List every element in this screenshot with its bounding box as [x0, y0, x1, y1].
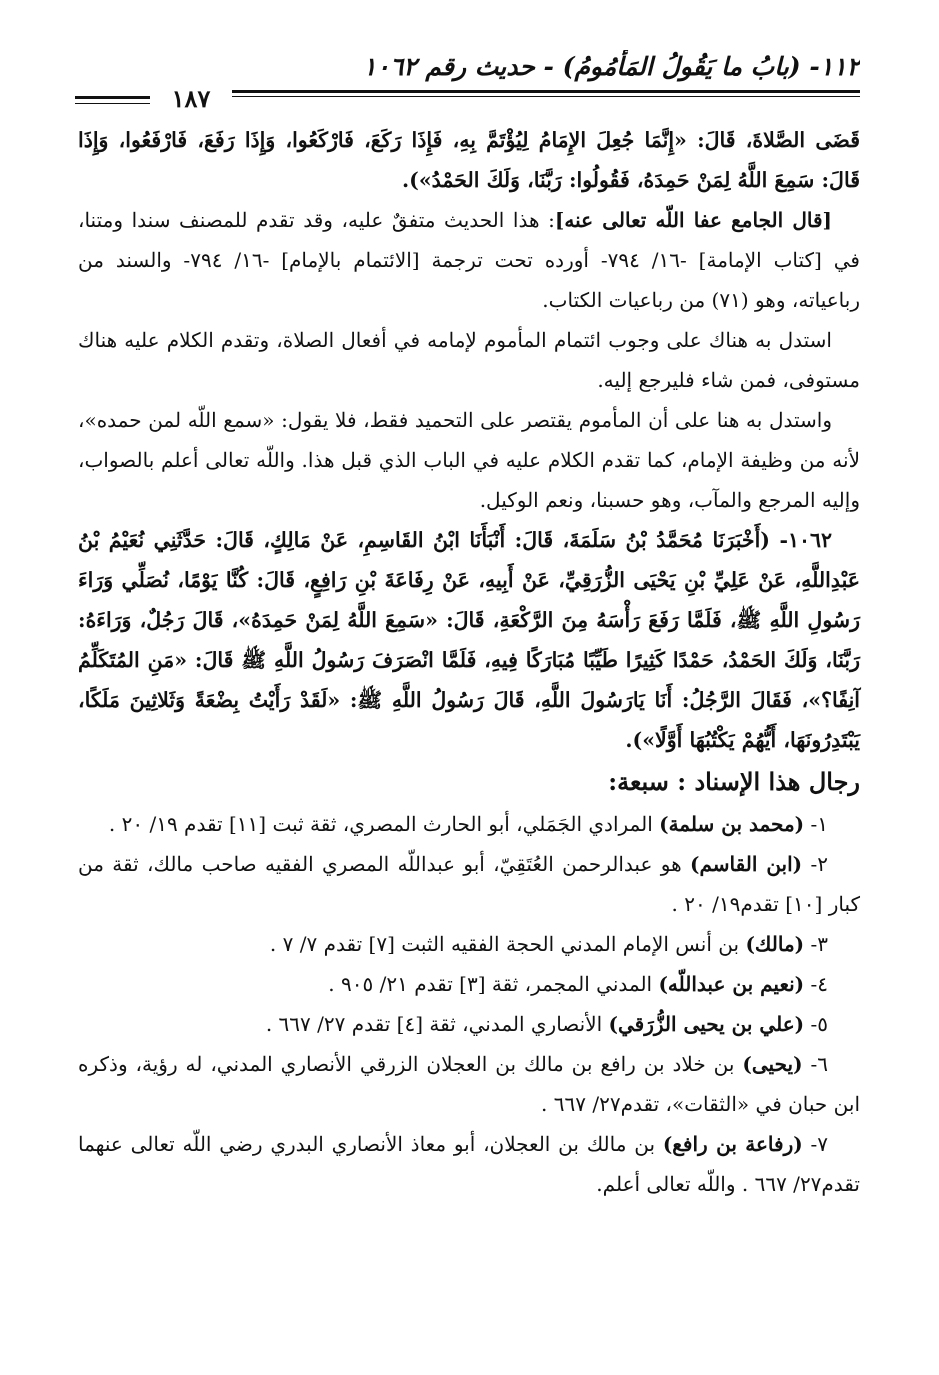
header-rule-right-thin — [232, 96, 860, 97]
commentary-paragraph-3: واستدل به هنا على أن المأموم يقتصر على التحميد فقط، فلا يقول: «سمع اللّه لمن حمده»، لأنه من وظيفة الإمام، كما تقدم الكلام عليه في الباب الذي قبل هذا. واللّه تعالى أعلم بالصواب، وإليه المرجع والمآب، وهو حسبنا، ونعم الوكيل. — [78, 408, 860, 512]
narrator-description: بن مالك بن العجلان، أبو معاذ الأنصاري البدري رضي اللّه تعالى عنهما تقدم٢٧/ ٦٦٧ . واللّه تعالى أعلم. — [78, 1132, 860, 1196]
narrator-name: (رفاعة بن رافع) — [662, 1132, 803, 1156]
narrator-number: ٢- — [810, 852, 828, 876]
narrator-entry-1 — [78, 804, 860, 844]
commentary-text-1: : هذا الحديث متفقٌ عليه، وقد تقدم للمصنف سندا ومتنا، في [كتاب الإمامة] -١٦/ ٧٩٤- أورده تحت ترجمة [الائتمام بالإمام] -١٦/ ٧٩٤- والسند من رباعياته، وهو (٧١) من رباعيات الكتاب. — [78, 208, 860, 312]
narrator-number: ٤- — [810, 972, 828, 996]
header-rule-right-thick — [232, 90, 860, 93]
hadith-1062 — [78, 520, 860, 760]
narrators-section-title: رجال هذا الإسناد : سبعة: — [608, 767, 860, 796]
hadith-number: ١٠٦٢ — [787, 528, 832, 552]
narrator-description: بن خلاد بن رافع بن مالك بن العجلان الزرقي الأنصاري المدني، له رؤية، وذكره ابن حبان في «الثقات»، تقدم٢٧/ ٦٦٧ . — [78, 1052, 860, 1116]
narrator-name: (علي بن يحيى الزُّرَقي) — [608, 1012, 805, 1036]
narrator-name: (محمد بن سلمة) — [659, 812, 805, 836]
header-rule-left-thick — [75, 96, 150, 99]
narrator-description: المدني المجمر، ثقة [٣] تقدم ٢١/ ٩٠٥ . — [328, 972, 653, 996]
hadith-text: - (أَخْبَرَنَا مُحَمَّدُ بْنُ سَلَمَةَ، قَالَ: أَنْبَأَنَا ابْنُ القَاسِمِ، عَنْ مَالِكٍ، قَالَ: حَدَّثَنِي نُعَيْمُ بْنُ عَبْدِاللَّهِ، عَنْ عَلِيِّ بْنِ يَحْيَى الزُّرَقِيِّ، عَنْ أَبِيهِ، عَنْ رِفَاعَةَ بْنِ رَافِعٍ، قَالَ: كُنَّا يَوْمًا، نُصَلِّي وَرَاءَ رَسُولِ اللَّهِ ﷺ، فَلَمَّا رَفَعَ رَأْسَهُ مِنَ الرَّكْعَةِ، قَالَ: «سَمِعَ اللَّهُ لِمَنْ حَمِدَهُ»، قَالَ رَجُلٌ، وَرَاءَهُ: رَبَّنَا، وَلَكَ الحَمْدُ، حَمْدًا كَثِيرًا طَيِّبًا مُبَارَكًا فِيهِ، فَلَمَّا انْصَرَفَ رَسُولُ اللَّهِ ﷺ قَالَ: «مَنِ المُتَكَلِّمُ آنِفًا؟»، فَقَالَ الرَّجُلُ: أَنَا يَارَسُولَ اللَّهِ، قَالَ رَسُولُ اللَّهِ ﷺ: «لَقَدْ رَأَيْتُ بِضْعَةً وَثَلاثِينَ مَلَكًا، يَبْتَدِرُونَهَا، أَيُّهُمْ يَكْتُبُهَا أَوَّلًا»). — [78, 528, 860, 752]
narrator-description: هو عبدالرحمن العُتَقِيّ، أبو عبداللّه المصري الفقيه صاحب مالك، ثقة من كبار [١٠] تقدم١٩/ ٢٠ . — [78, 852, 860, 916]
hadith-continuation: قَضَى الصَّلاةَ، قَالَ: «إِنَّمَا جُعِلَ الإِمَامُ لِيُؤْتَمَّ بِهِ، فَإِذَا رَكَعَ، فَارْكَعُوا، وَإِذَا رَفَعَ، فَارْفَعُوا، وَإِذَا قَالَ: سَمِعَ اللَّهُ لِمَنْ حَمِدَهُ، فَقُولُوا: رَبَّنَا، وَلَكَ الحَمْدُ»). — [78, 128, 860, 192]
running-header: ١١٢- (بابُ ما يَقُولُ المَأمُومُ) - حديث رقم ١٠٦٢ — [362, 52, 860, 81]
narrator-name: (يحيى) — [742, 1052, 803, 1076]
narrator-entry-3 — [78, 924, 860, 964]
narrator-description: الأنصاري المدني، ثقة [٤] تقدم ٢٧/ ٦٦٧ . — [265, 1012, 603, 1036]
header-rule-left-thin — [75, 103, 150, 104]
narrator-name: (مالك) — [745, 932, 805, 956]
narrator-entry-2 — [78, 844, 860, 924]
narrator-entry-5 — [78, 1004, 860, 1044]
commentary-paragraph-1 — [78, 200, 860, 320]
narrator-description: بن أنس الإمام المدني الحجة الفقيه الثبت [٧] تقدم ٧/ ٧ . — [269, 932, 740, 956]
narrator-description: المرادي الجَمَلي، أبو الحارث المصري، ثقة ثبت [١١] تقدم ١٩/ ٢٠ . — [108, 812, 653, 836]
narrator-name: (نعيم بن عبداللّه) — [658, 972, 805, 996]
commentary-paragraph-2: استدل به هناك على وجوب ائتمام المأموم لإمامه في أفعال الصلاة، وتقدم الكلام عليه هناك مستوفى، فمن شاء فليرجع إليه. — [78, 328, 860, 392]
narrator-number: ٣- — [810, 932, 828, 956]
narrator-entry-4 — [78, 964, 860, 1004]
narrator-number: ٦- — [810, 1052, 828, 1076]
narrator-entry-6 — [78, 1044, 860, 1124]
narrator-number: ٧- — [810, 1132, 829, 1156]
page-number: ١٨٧ — [171, 84, 211, 113]
narrator-name: (ابن القاسم) — [689, 852, 803, 876]
commentary-label: [قال الجامع عفا اللّه تعالى عنه] — [554, 208, 832, 232]
page-body — [78, 120, 860, 1365]
narrator-number: ١- — [810, 812, 828, 836]
narrator-number: ٥- — [810, 1012, 828, 1036]
narrator-entry-7 — [78, 1124, 860, 1204]
